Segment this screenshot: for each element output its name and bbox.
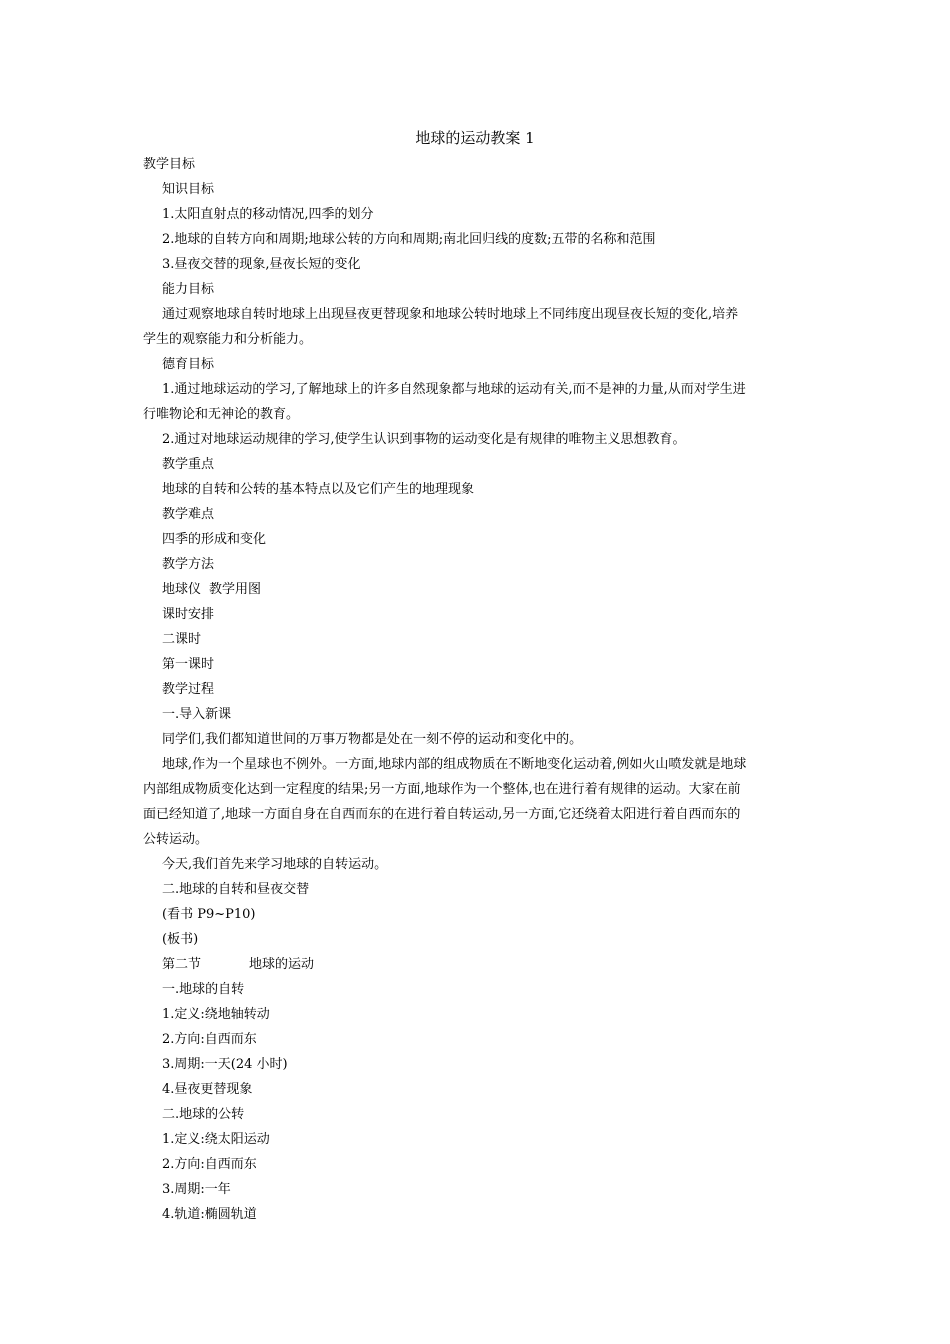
section-header-line bbox=[143, 952, 809, 977]
board-note: (板书) bbox=[162, 932, 199, 947]
revolution-orbit: 4.轨道:椭圆轨道 bbox=[162, 1207, 257, 1222]
key-points-text: 地球的自转和公转的基本特点以及它们产生的地理现象 bbox=[162, 482, 475, 497]
earth-line-1: 地球,作为一个星球也不例外。一方面,地球内部的组成物质在不断地变化运动着,例如火山喷发就是地球 bbox=[162, 757, 747, 772]
rotation-direction: 2.方向:自西而东 bbox=[162, 1032, 257, 1047]
section-rotation-daynight: 二.地球的自转和昼夜交替 bbox=[162, 882, 310, 897]
earth-line-4: 公转运动。 bbox=[143, 832, 209, 847]
document-body bbox=[143, 152, 809, 1227]
revolution-period: 3.周期:一年 bbox=[162, 1182, 231, 1197]
subheading-moral-goals: 德育目标 bbox=[162, 357, 215, 372]
revolution-heading: 二.地球的公转 bbox=[162, 1107, 245, 1122]
method-globe: 地球仪 bbox=[162, 582, 202, 597]
knowledge-item-3: 3.昼夜交替的现象,昼夜长短的变化 bbox=[162, 257, 361, 272]
intro-heading: 一.导入新课 bbox=[162, 707, 232, 722]
ability-paragraph bbox=[143, 302, 809, 352]
revolution-direction: 2.方向:自西而东 bbox=[162, 1157, 257, 1172]
earth-line-2: 内部组成物质变化达到一定程度的结果;另一方面,地球作为一个整体,也在进行着有规律的运动。大家在前 bbox=[143, 782, 741, 797]
intro-sentence: 同学们,我们都知道世间的万事万物都是处在一刻不停的运动和变化中的。 bbox=[162, 732, 583, 747]
rotation-period: 3.周期:一天(24 小时) bbox=[162, 1057, 288, 1072]
earth-line-3: 面已经知道了,地球一方面自身在自西而东的在进行着自转运动,另一方面,它还绕着太阳进行着自西而东的 bbox=[143, 807, 741, 822]
knowledge-item-1: 1.太阳直射点的移动情况,四季的划分 bbox=[162, 207, 374, 222]
moral-item-2: 2.通过对地球运动规律的学习,使学生认识到事物的运动变化是有规律的唯物主义思想教育。 bbox=[162, 432, 686, 447]
heading-methods: 教学方法 bbox=[162, 557, 215, 572]
revolution-definition: 1.定义:绕太阳运动 bbox=[162, 1132, 270, 1147]
heading-key-points: 教学重点 bbox=[162, 457, 215, 472]
reading-note: (看书 P9~P10) bbox=[162, 907, 256, 922]
first-lesson: 第一课时 bbox=[162, 657, 215, 672]
document-title: 地球的运动教案 1 bbox=[415, 129, 535, 147]
section-number: 第二节 bbox=[162, 957, 202, 972]
rotation-phenomenon: 4.昼夜更替现象 bbox=[162, 1082, 253, 1097]
section-name: 地球的运动 bbox=[249, 957, 315, 972]
subheading-ability-goals: 能力目标 bbox=[162, 282, 215, 297]
method-charts: 教学用图 bbox=[209, 582, 262, 597]
ability-line-1: 通过观察地球自转时地球上出现昼夜更替现象和地球公转时地球上不同纬度出现昼夜长短的变化,培养 bbox=[162, 307, 739, 322]
knowledge-item-2: 2.地球的自转方向和周期;地球公转的方向和周期;南北回归线的度数;五带的名称和范围 bbox=[162, 232, 656, 247]
heading-teaching-goals: 教学目标 bbox=[143, 157, 196, 172]
ability-line-2: 学生的观察能力和分析能力。 bbox=[143, 332, 313, 347]
schedule-text: 二课时 bbox=[162, 632, 202, 647]
heading-process: 教学过程 bbox=[162, 682, 215, 697]
moral-paragraph-1 bbox=[143, 377, 809, 427]
rotation-definition: 1.定义:绕地轴转动 bbox=[162, 1007, 270, 1022]
moral-line-2: 行唯物论和无神论的教育。 bbox=[143, 407, 300, 422]
difficulties-text: 四季的形成和变化 bbox=[162, 532, 267, 547]
rotation-heading: 一.地球的自转 bbox=[162, 982, 245, 997]
moral-line-1: 1.通过地球运动的学习,了解地球上的许多自然现象都与地球的运动有关,而不是神的力量,从而对学生进 bbox=[162, 382, 746, 397]
earth-paragraph bbox=[143, 752, 809, 852]
today-sentence: 今天,我们首先来学习地球的自转运动。 bbox=[162, 857, 388, 872]
heading-schedule: 课时安排 bbox=[162, 607, 215, 622]
methods-text bbox=[143, 577, 809, 602]
heading-difficulties: 教学难点 bbox=[162, 507, 215, 522]
subheading-knowledge-goals: 知识目标 bbox=[162, 182, 215, 197]
